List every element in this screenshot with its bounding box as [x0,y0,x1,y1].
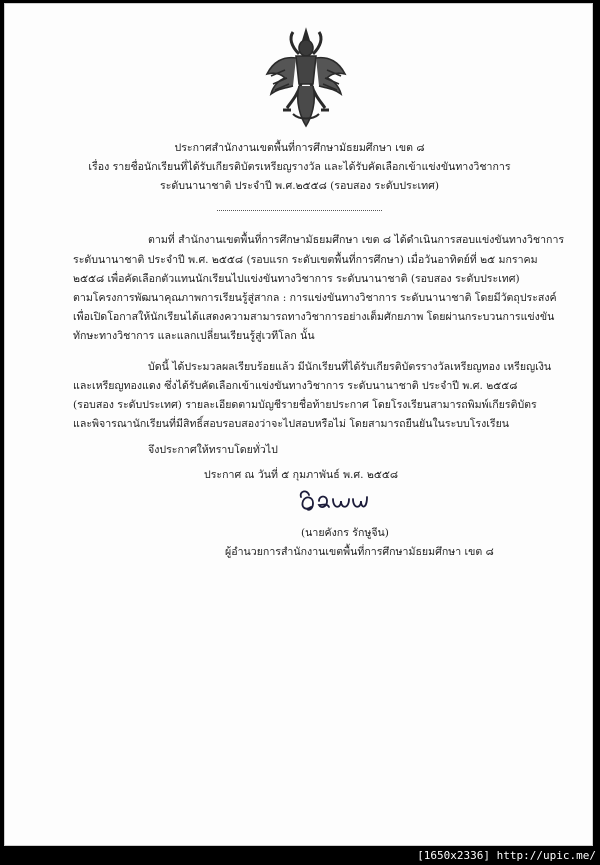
body-line: ตามโครงการพัฒนาคุณภาพการเรียนรู้สู่สากล : การแข่งขันทางวิชาการ ระดับนานาชาติ โดยมีวัตถุประสงค์ [73,292,557,304]
body-line: ระดับนานาชาติ ประจำปี พ.ศ. ๒๕๕๘ (รอบแรก ระดับเขตพื้นที่การศึกษา) เมื่อวันอาทิตย์ที่ ๒๕ มกราคม [73,254,538,266]
body-line: (รอบสอง ระดับประเทศ) รายละเอียดตามบัญชีรายชื่อท้ายประกาศ โดยโรงเรียนสามารถพิมพ์เกียรติบัตร [73,399,537,411]
signatory-name: (นายคังกร รักษูจีน) [301,527,389,539]
body-line: เพื่อเปิดโอกาสให้นักเรียนได้แสดงความสามารถทางวิชาการอย่างเต็มศักยภาพ โดยผ่านกระบวนการแข่งขัน [73,311,555,323]
heading-divider [217,210,382,211]
image-source-caption: [1650x2336] http://upic.me/ [417,849,596,862]
signatory-title: ผู้อำนวยการสำนักงานเขตพื้นที่การศึกษามัธยมศึกษา เขต ๘ [225,546,494,558]
body-line: ตามที่ สำนักงานเขตพื้นที่การศึกษามัธยมศึกษา เขต ๘ ได้ดำเนินการสอบแข่งขันทางวิชาการ [148,234,565,246]
announcement-subject-continued: ระดับนานาชาติ ประจำปี พ.ศ.๒๕๕๘ (รอบสอง ระดับประเทศ) [160,180,439,192]
closing-statement: จึงประกาศให้ทราบโดยทั่วไป [148,444,278,456]
body-line: ๒๕๕๘ เพื่อคัดเลือกตัวแทนนักเรียนไปแข่งขันทางวิชาการ ระดับนานาชาติ (รอบสอง ระดับประเทศ) [73,273,520,285]
handwritten-signature [297,487,371,517]
document-page [4,3,593,846]
body-line: และเหรียญทองแดง ซึ่งได้รับคัดเลือกเข้าแข่งขันทางวิชาการ ระดับนานาชาติ ประจำปี พ.ศ. ๒๕๕๘ [73,380,518,392]
body-line: และพิจารณานักเรียนที่มีสิทธิ์สอบรอบสองว่าจะไปสอบหรือไม่ โดยสามารถยืนยันในระบบโรงเรียน [73,418,510,430]
body-line: บัดนี้ ได้ประมวลผลเรียบร้อยแล้ว มีนักเรียนที่ได้รับเกียรติบัตรรางวัลเหรียญทอง เหรียญเงิน [148,361,552,373]
garuda-emblem-icon [263,26,349,130]
body-line: ทักษะทางวิชาการ และแลกเปลี่ยนเรียนรู้สู่เวทีโลก นั้น [73,330,315,342]
announcement-heading: ประกาศสำนักงานเขตพื้นที่การศึกษามัธยมศึกษา เขต ๘ [174,142,425,154]
announcement-subject: เรื่อง รายชื่อนักเรียนที่ได้รับเกียรติบัตรเหรียญรางวัล และได้รับคัดเลือกเข้าแข่งขันทางวิชาการ [88,161,511,173]
announcement-date: ประกาศ ณ วันที่ ๕ กุมภาพันธ์ พ.ศ. ๒๕๕๘ [204,469,399,481]
